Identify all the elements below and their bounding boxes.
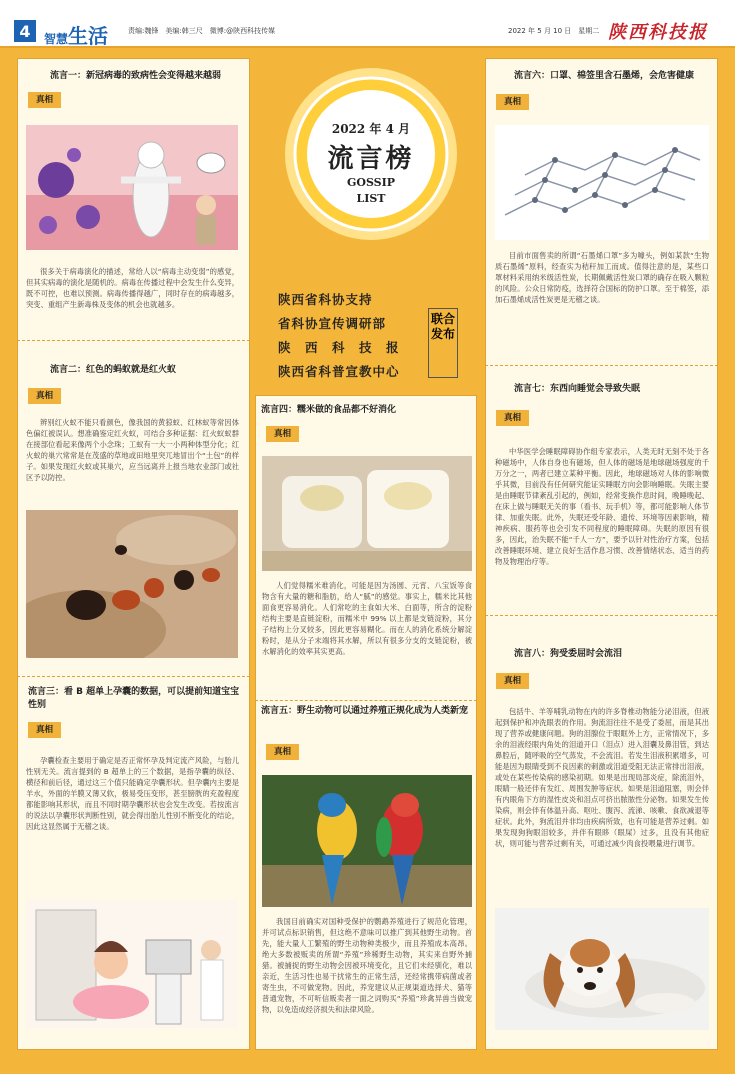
dog-photo: [495, 908, 709, 1030]
divider: [485, 615, 718, 616]
rumor-6-text: 目前市面售卖的所谓“石墨烯口罩”多为噱头，例如某款“生物质石墨烯”原料，经查实为秸秆加工而成。值得注意的是，某些口罩材料采用纳米级活性炭，长期佩戴活性炭口罩的确存在吸入颗粒的风险。公众日常防疫，选择符合国标的防护口罩。至于棉签，添加石墨烯成活性炭更是无稽之谈。: [495, 251, 709, 304]
rumor-1-title: 流言一：新冠病毒的致病性会变得越来越弱: [50, 71, 222, 81]
truth-tag-8: 真相: [496, 673, 529, 689]
rumor-3-title: 流言三：看 B 超单上孕囊的数据，可以提前知道宝宝性别: [28, 687, 240, 710]
section-name: [44, 20, 108, 49]
ant-photo: [26, 510, 238, 658]
ultrasound-cartoon-image: [26, 900, 238, 1028]
truth-tag-5: 真相: [266, 744, 299, 760]
credit-line-1: 陕西省科协支持: [278, 292, 373, 307]
page-header: [0, 0, 735, 48]
section-main: 生活: [68, 24, 109, 48]
rumor-8-text: 包括牛、羊等哺乳动物在内的许多脊椎动物能分泌泪液，但液起到保护和冲洗眼表的作用。狗流泪往往不是受了委屈，而是其出现了营养或健康问题。狗的泪腺位于眼眶外上方，正常情况下，多余的泪液经眼内角处的泪道开口（泪点）进入泪囊及鼻泪管，到达鼻腔后，随呼吸的空气蒸发，不会流泪。若发生泪液积累增多，可能是因为眼睛受到不良因素的刺激或泪道受阻无法正常排出泪液，或处在某些传染病的感染初期。如果是出现局部炎症，除流泪外，眼睛一般还伴有发红、周围发肿等症状。如果是泪道阻塞，则会伴有内眼角下方的湿性皮炎和泪点可挤出脓脓性分泌物。如果发生传染病，则会伴有体温升高、呕吐、腹泻、流涕、咳嗽、食欲减退等症状。此外，狗流泪并非均由疾病所致，也有可能是营养过剩。如果发现狗狗眼泪较多，并伴有眼眵（眼屎）过多，且没有其他症状，则可能与营养过剩有关，可通过减少肉食投喂量进行调节。: [495, 707, 709, 848]
truth-tag-7: 真相: [496, 410, 529, 426]
ant-photo-svg: [26, 510, 238, 658]
rumor-6-title: 流言六：口罩、棉签里含石墨烯，会危害健康: [514, 71, 695, 81]
parrot-photo: [262, 775, 472, 907]
graphene-image: [495, 125, 709, 240]
truth-tag-4: 真相: [266, 426, 299, 442]
virus-cartoon-image: [26, 125, 238, 250]
issue-date: 2022 年 5 月 10 日 星期二: [508, 27, 600, 35]
divider: [17, 676, 250, 677]
graphene-svg: [495, 125, 709, 240]
rumor-8-title: 流言八：狗受委屈时会流泪: [514, 649, 623, 659]
rumor-4-title: 流言四：糯米做的食品都不好消化: [261, 405, 397, 415]
virus-cartoon-svg: [26, 125, 238, 250]
rumor-7-title: 流言七：东西向睡觉会导致失眠: [514, 384, 641, 394]
badge-en-1: GOSSIP: [346, 176, 396, 189]
divider: [255, 700, 477, 701]
credit-line-2: 省科协宣传调研部: [278, 316, 387, 331]
credit-line-4: 陕西省科普宣教中心: [278, 364, 400, 379]
ultrasound-cartoon-svg: [26, 900, 238, 1028]
section-prefix: 智慧: [44, 32, 69, 46]
mochi-photo: [262, 456, 472, 571]
rumor-3-text: 孕囊检查主要用于确定是否正常怀孕及判定流产风险，与胎儿性别无关。流言提到的 B 超单上的三个数据，是指孕囊的纵径、横径和前后径，通过这三个值只能确定孕囊形状。但孕囊内主要是羊水，外面的羊膜又薄又软，极易受压变形，甚至膀胱的充盈程度都能影响其形状，而且不同时期孕囊形状也会发生改变。若按流言的说法以孕囊形状判断性别，就会得出胎儿性别不断变化的结论，因此这显然属于无稽之谈。: [26, 756, 239, 831]
truth-tag-6: 真相: [496, 94, 529, 110]
parrot-photo-svg: [262, 775, 472, 907]
editors-line: 责编:魏锋 美编:韩三尺 微博:@陕西科技传媒: [128, 27, 276, 35]
badge-en-2: LIST: [356, 192, 386, 205]
rumor-1-text: 很多关于病毒演化的描述，常给人以“病毒主动变弱”的感觉，但其实病毒的演化是随机的。病毒在传播过程中会发生什么变异，既不可控，也难以预测。病毒传播得越广，同时存在的病毒越多，突变、重组产生新毒株及变体的机会也就越多。: [26, 267, 239, 309]
divider: [485, 365, 718, 366]
divider: [17, 340, 250, 341]
mochi-photo-svg: [262, 456, 472, 571]
page-number: 4: [14, 20, 36, 42]
rumor-4-text: 人们觉得糯米难消化，可能是因为汤圆、元宵、八宝饭等食物含有大量的糖和脂肪，给人“腻”的感觉。事实上，糯米比其他面食更容易消化。人们常吃的主食如大米、白面等，所含的淀粉结构主要是直链淀粉，而糯米中 99% 以上都是支链淀粉，其分子结构上分叉较多，因此更容易糊化。而在人的消化系统分解淀粉时，是从分子末端将其水解，所以有很多分支的支链淀粉，被水解消化的效率其实更高。: [262, 581, 472, 656]
rumor-7-text: 中华医学会睡眠障碍协作组专家表示，人类无时无刻不处于各种磁场中，人体自身也有磁场，但人体的磁场是地球磁场强度的千万分之一，两者已建立某种平衡。因此，地球磁场对人体的影响微乎其微，目前没有任何研究能证实睡眠方向会影响睡眠。失眠主要是由睡眠节律紊乱引起的，例如，经常变换作息时间，晚睡晚起、在床上做与睡眠无关的事（看书、玩手机）等，都可能影响人体节律、加重失眠。此外，失眠还受年龄、遗传、环境等因素影响，精神疾病、服药等也会引发不同程度的睡眠障碍。失眠的原因有很多，因此，治失眠不能“千人一方”，要予以针对性治疗方案，包括改善睡眠环境、建立良好生活作息习惯、改善情绪状态、适当的药物及物理治疗等。: [495, 447, 709, 566]
credit-line-3: 陕 西 科 技 报: [278, 340, 400, 355]
dog-photo-svg: [495, 908, 709, 1030]
badge-title: 流言榜: [327, 144, 415, 174]
badge-month: 2022 年 4 月: [331, 122, 411, 136]
rumor-2-title: 流言二：红色的蚂蚁就是红火蚁: [50, 365, 177, 375]
rumor-5-text: 我国目前确实对国种受保护的鹦鹉养殖进行了规范化管理，并可试点标识销售，但这绝不意味可以推广到其他野生动物。首先，能大量人工繁殖的野生动物种类极少，而且养殖成本高昂。绝大多数被贩卖的所谓“养殖”珍稀野生动物，其实来自野外捕猎。被捕捉的野生动物会因被环境变化，且它们未经驯化，难以亲近，生活习性也易干扰常生的正常生活，还经常携带病菌或者寄生虫，不可做宠物。因此，养宠建议从正规渠道选择犬、猫等普通宠物，不可听信贩卖者一面之词购买“养殖”珍禽异兽当做宠物，以免造成经济损失和法律风险。: [262, 917, 472, 1014]
truth-tag-2: 真相: [28, 388, 61, 404]
joint-release-credits: [278, 288, 458, 390]
truth-tag-3: 真相: [28, 722, 61, 738]
newspaper-brand: 陕西科技报: [608, 22, 708, 43]
truth-tag-1: 真相: [28, 92, 61, 108]
gossip-list-badge: [283, 66, 459, 242]
rumor-2-text: 辨别红火蚁不能只看颜色，像我国的黄猄蚁、红林蚁等常因体色偏红被误认。想准确鉴定红火蚁，可结合多种证据：红火蚁蚁群在接部位看起来像两个小念珠；工蚁有一大一小两种体型分化；红火蚁的巢穴常常是在茂盛的草地或田地里突兀地冒出个“土包”的样子。如果发现红火蚁或其巢穴，应当远离并上报当地农业部门或社区予以防控。: [26, 418, 239, 482]
joint-release-label: 联合发布: [428, 308, 458, 378]
rumor-5-title: 流言五：野生动物可以通过养殖正规化成为人类新宠: [261, 706, 469, 716]
